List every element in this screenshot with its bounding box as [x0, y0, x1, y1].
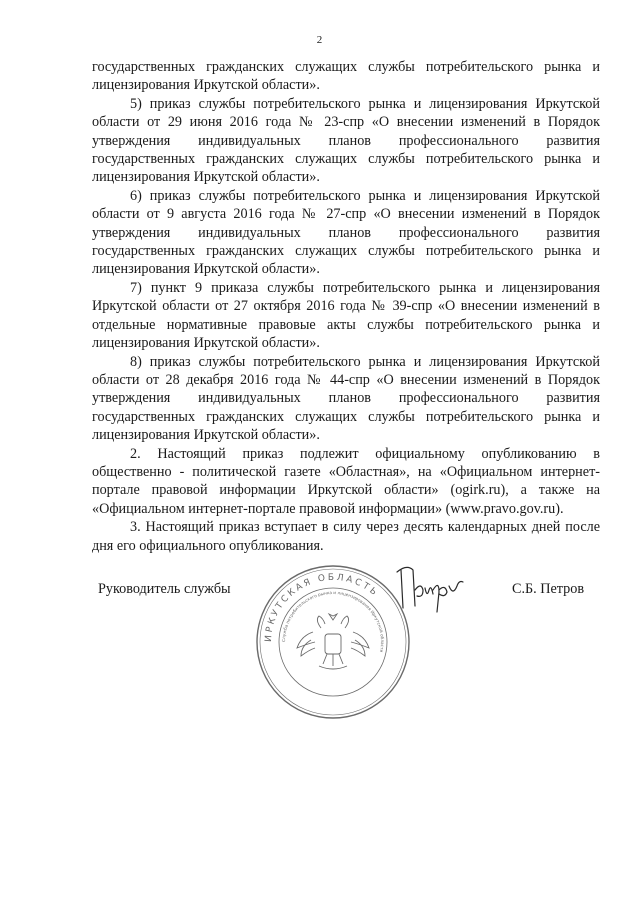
signatory-role: Руководитель службы [98, 581, 231, 597]
paragraph-item-7: 7) пункт 9 приказа службы потребительского рынка и лицензирования Иркутской области от 27 октября 2016 года № 39-спр «О внесении изменений в отдельные нормативные правовые акты службы потребительского рынка и лицензирования Иркутской области». [92, 279, 600, 352]
document-body [92, 58, 600, 555]
paragraph-item-5: 5) приказ службы потребительского рынка и лицензирования Иркутской области от 29 июня 2016 года № 23-спр «О внесении изменений в Порядок утверждения индивидуальных планов профессионального развития государственных гражданских служащих службы потребительского рынка и лицензирования Иркутской области». [92, 95, 600, 186]
signatory-name: С.Б. Петров [512, 581, 585, 597]
paragraph-item-8: 8) приказ службы потребительского рынка и лицензирования Иркутской области от 28 декабря 2016 года № 44-спр «О внесении изменений в Порядок утверждения индивидуальных планов профессионального развития государственных гражданских служащих службы потребительского рынка и лицензирования Иркутской области». [92, 353, 600, 444]
paragraph-item-6: 6) приказ службы потребительского рынка и лицензирования Иркутской области от 9 августа 2016 года № 27-спр «О внесении изменений в Порядок утверждения индивидуальных планов профессионального развития государственных гражданских служащих службы потребительского рынка и лицензирования Иркутской области». [92, 187, 600, 278]
svg-text:ИРКУТСКАЯ ОБЛАСТЬ: ИРКУТСКАЯ ОБЛАСТЬ [263, 572, 381, 643]
page-number: 2 [316, 34, 323, 46]
handwritten-signature [393, 560, 471, 616]
official-seal [253, 562, 413, 722]
paragraph-effective-date: 3. Настоящий приказ вступает в силу через десять календарных дней после дня его официального опубликования. [92, 519, 600, 554]
paragraph-publication: 2. Настоящий приказ подлежит официальному опубликованию в общественно - политической газете «Областная», на «Официальном интернет-портале правовой информации Иркутской области» (ogirk.ru), а также на «Официальном интернет-портале правовой информации» (www.pravo.gov.ru). [92, 445, 600, 517]
paragraph-continuation: государственных гражданских служащих службы потребительского рынка и лицензирования Иркутской области». [92, 59, 600, 94]
svg-text:Служба потребительского рынка: Служба потребительского рынка и лицензирования Иркутской области [280, 589, 386, 653]
